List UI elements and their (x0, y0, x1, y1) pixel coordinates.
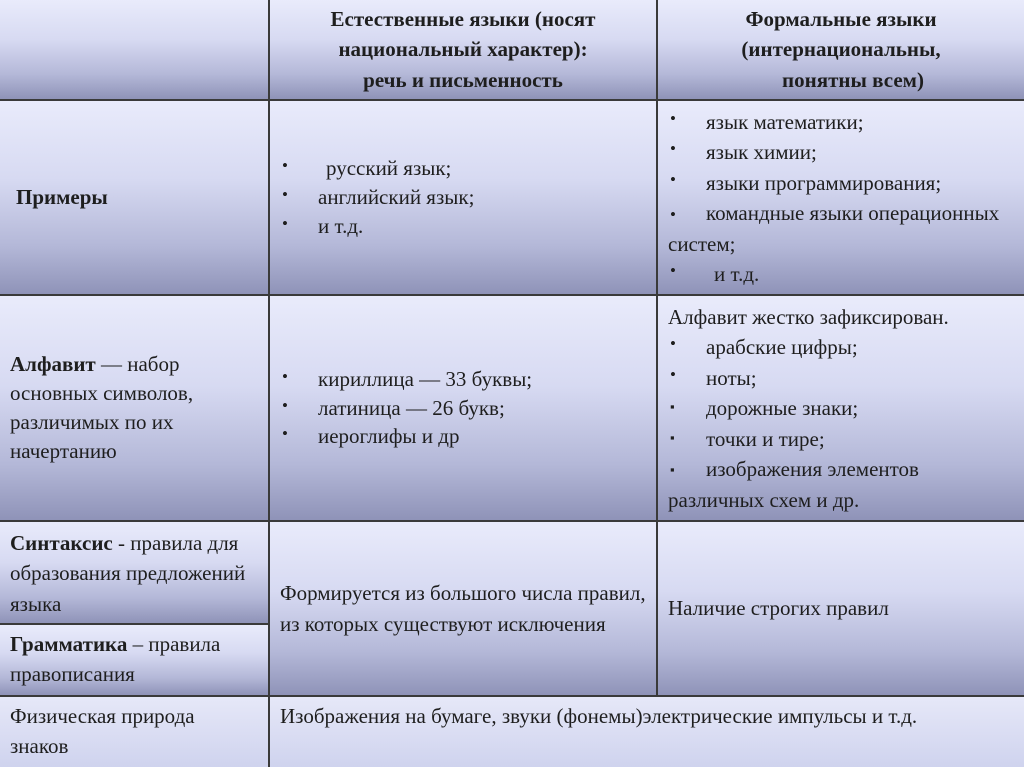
list-item: • кириллица — 33 буквы; (282, 366, 533, 391)
physical-value: Изображения на бумаге, звуки (фонемы)электрические импульсы и т.д. (270, 697, 1024, 767)
bullet-icon: • (670, 139, 676, 159)
list-item: • язык математики; (670, 109, 864, 134)
examples-formal (658, 101, 1024, 296)
list-item: • и т.д. (670, 261, 760, 287)
bullet-icon: • (282, 185, 288, 205)
bullet-icon: • (282, 395, 288, 415)
bullet-icon: • (670, 205, 676, 225)
list-item: • ноты; (670, 364, 757, 390)
examples-natural (270, 101, 658, 296)
bullet-icon: • (670, 364, 676, 384)
bullet-icon: • (670, 334, 676, 354)
list-item: • английский язык; (282, 185, 475, 210)
bullet-icon: • (670, 169, 676, 189)
list-item: • командные языки операционных систем; (668, 201, 1000, 256)
alphabet-natural (270, 296, 658, 522)
header-empty-cell (0, 0, 270, 101)
list-item: ▪ точки и тире; (670, 426, 825, 451)
bullet-icon: • (282, 213, 288, 233)
square-bullet-icon: ▪ (670, 429, 675, 445)
row-label-examples: Примеры (0, 101, 270, 296)
list-item: • язык химии; (670, 139, 817, 165)
syntax-formal: Наличие строгих правил (658, 522, 1024, 697)
syntax-natural: Формируется из большого числа правил, из которых существуют исключения (270, 522, 658, 697)
row-label-alphabet: Алфавит — набор основных символов, различимых по их начертанию (0, 296, 270, 522)
bullet-icon: • (282, 156, 288, 176)
square-bullet-icon: ▪ (670, 399, 675, 415)
bullet-icon: • (282, 424, 288, 444)
header-formal-languages: Формальные языки (интернациональны, понятны всем) (658, 0, 1024, 101)
row-label-grammar: Грамматика – правила правописания (0, 625, 270, 697)
alphabet-formal: Алфавит жестко зафиксирован. • арабские цифры; • ноты; ▪ дорожные знаки; ▪ точки и тире; ▪ изображения элементов различных схем и др. (658, 296, 1024, 522)
list-item: • арабские цифры; (670, 334, 858, 360)
square-bullet-icon: ▪ (670, 462, 675, 478)
list-item: • иероглифы и др (282, 424, 460, 449)
list-item: • латиница — 26 букв; (282, 395, 505, 420)
list-item: ▪ изображения элементов различных схем и др. (668, 457, 919, 512)
list-item: • русский язык; (282, 156, 452, 181)
bullet-icon: • (670, 261, 676, 281)
bullet-icon: • (670, 109, 676, 128)
list-item: • языки программирования; (670, 169, 942, 195)
header-natural-languages: Естественные языки (носят национальный характер): речь и письменность (270, 0, 658, 101)
list-item: ▪ дорожные знаки; (670, 396, 859, 421)
list-item: • и т.д. (282, 213, 364, 238)
row-label-syntax: Синтаксис - правила для образования предложений языка (0, 522, 270, 625)
bullet-icon: • (282, 366, 288, 386)
row-label-physical: Физическая природа знаков (0, 697, 270, 767)
